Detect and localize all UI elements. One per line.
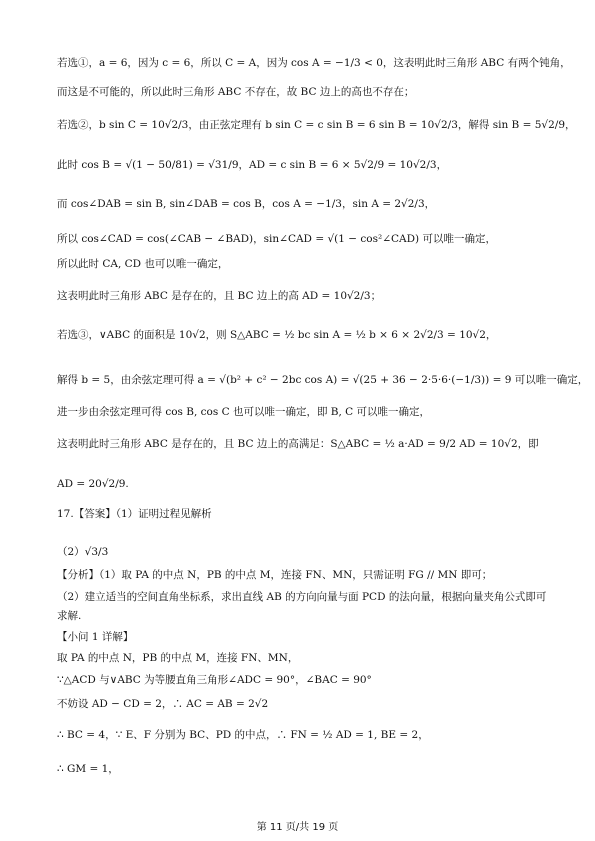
text-line: ∵△ACD 与∨ABC 为等腰直角三角形∠ADC = 90°，∠BAC = 90° bbox=[57, 674, 372, 686]
text-line: ∴ BC = 4，∵ E、F 分别为 BC、PD 的中点，∴ FN = ½ AD = 1, BE = 2， bbox=[57, 729, 429, 741]
page-number: 第 11 页/共 19 页 bbox=[256, 822, 339, 833]
text-line: 而这是不可能的，所以此时三角形 ABC 不存在，故 BC 边上的高也不存在； bbox=[57, 86, 415, 98]
text-line: 此时 cos B = √(1 − 50/81) = √31/9，AD = c sin B = 6 × 5√2/9 = 10√2/3， bbox=[57, 159, 448, 171]
text-line: 【小问 1 详解】 bbox=[57, 631, 134, 643]
text-line: 进一步由余弦定理可得 cos B, cos C 也可以唯一确定，即 B, C 可以唯一确定， bbox=[57, 406, 431, 418]
text-line: 取 PA 的中点 N，PB 的中点 M，连接 FN、MN， bbox=[57, 652, 299, 664]
text-line: 解得 b = 5，由余弦定理可得 a = √(b² + c² − 2bc cos A) = √(25 + 36 − 2·5·6·(−1/3)) = 9 可以唯一确定， bbox=[57, 374, 589, 386]
text-line: 这表明此时三角形 ABC 是存在的，且 BC 边上的高满足：S△ABC = ½ a·AD = 9/2 AD = 10√2，即 bbox=[57, 438, 539, 450]
text-line: 而 cos∠DAB = sin B, sin∠DAB = cos B，cos A = −1/3，sin A = 2√2/3， bbox=[57, 198, 436, 210]
text-line: ∴ GM = 1， bbox=[57, 763, 119, 775]
text-line: 若选③，∨ABC 的面积是 10√2，则 S△ABC = ½ bc sin A = ½ b × 6 × 2√2/3 = 10√2， bbox=[57, 329, 497, 341]
text-line: 若选②，b sin C = 10√2/3，由正弦定理有 b sin C = c sin B = 6 sin B = 10√2/3，解得 sin B = 5√2/9， bbox=[57, 119, 576, 131]
text-line: 【分析】（1）取 PA 的中点 N，PB 的中点 M，连接 FN、MN，只需证明 FG // MN 即可； bbox=[57, 569, 493, 581]
text-line: （2）建立适当的空间直角坐标系，求出直线 AB 的方向向量与面 PCD 的法向量，根据向量夹角公式即可 bbox=[57, 591, 547, 603]
text-line: AD = 20√2/9. bbox=[57, 478, 129, 490]
text-line: 若选①，a = 6，因为 c = 6，所以 C = A，因为 cos A = −1/3 < 0，这表明此时三角形 ABC 有两个钝角， bbox=[57, 57, 571, 69]
text-line: 这表明此时三角形 ABC 是存在的，且 BC 边上的高 AD = 10√2/3； bbox=[57, 290, 382, 302]
text-line: 求解. bbox=[57, 610, 82, 622]
text-line: 17.【答案】（1）证明过程见解析 bbox=[57, 508, 212, 520]
text-line: 所以此时 CA, CD 也可以唯一确定， bbox=[57, 258, 229, 270]
text-line: 所以 cos∠CAD = cos(∠CAB − ∠BAD)，sin∠CAD = √(1 − cos²∠CAD) 可以唯一确定， bbox=[57, 233, 496, 245]
text-line: （2）√3/3 bbox=[57, 546, 109, 558]
text-line: 不妨设 AD − CD = 2，∴ AC = AB = 2√2 bbox=[57, 698, 269, 710]
